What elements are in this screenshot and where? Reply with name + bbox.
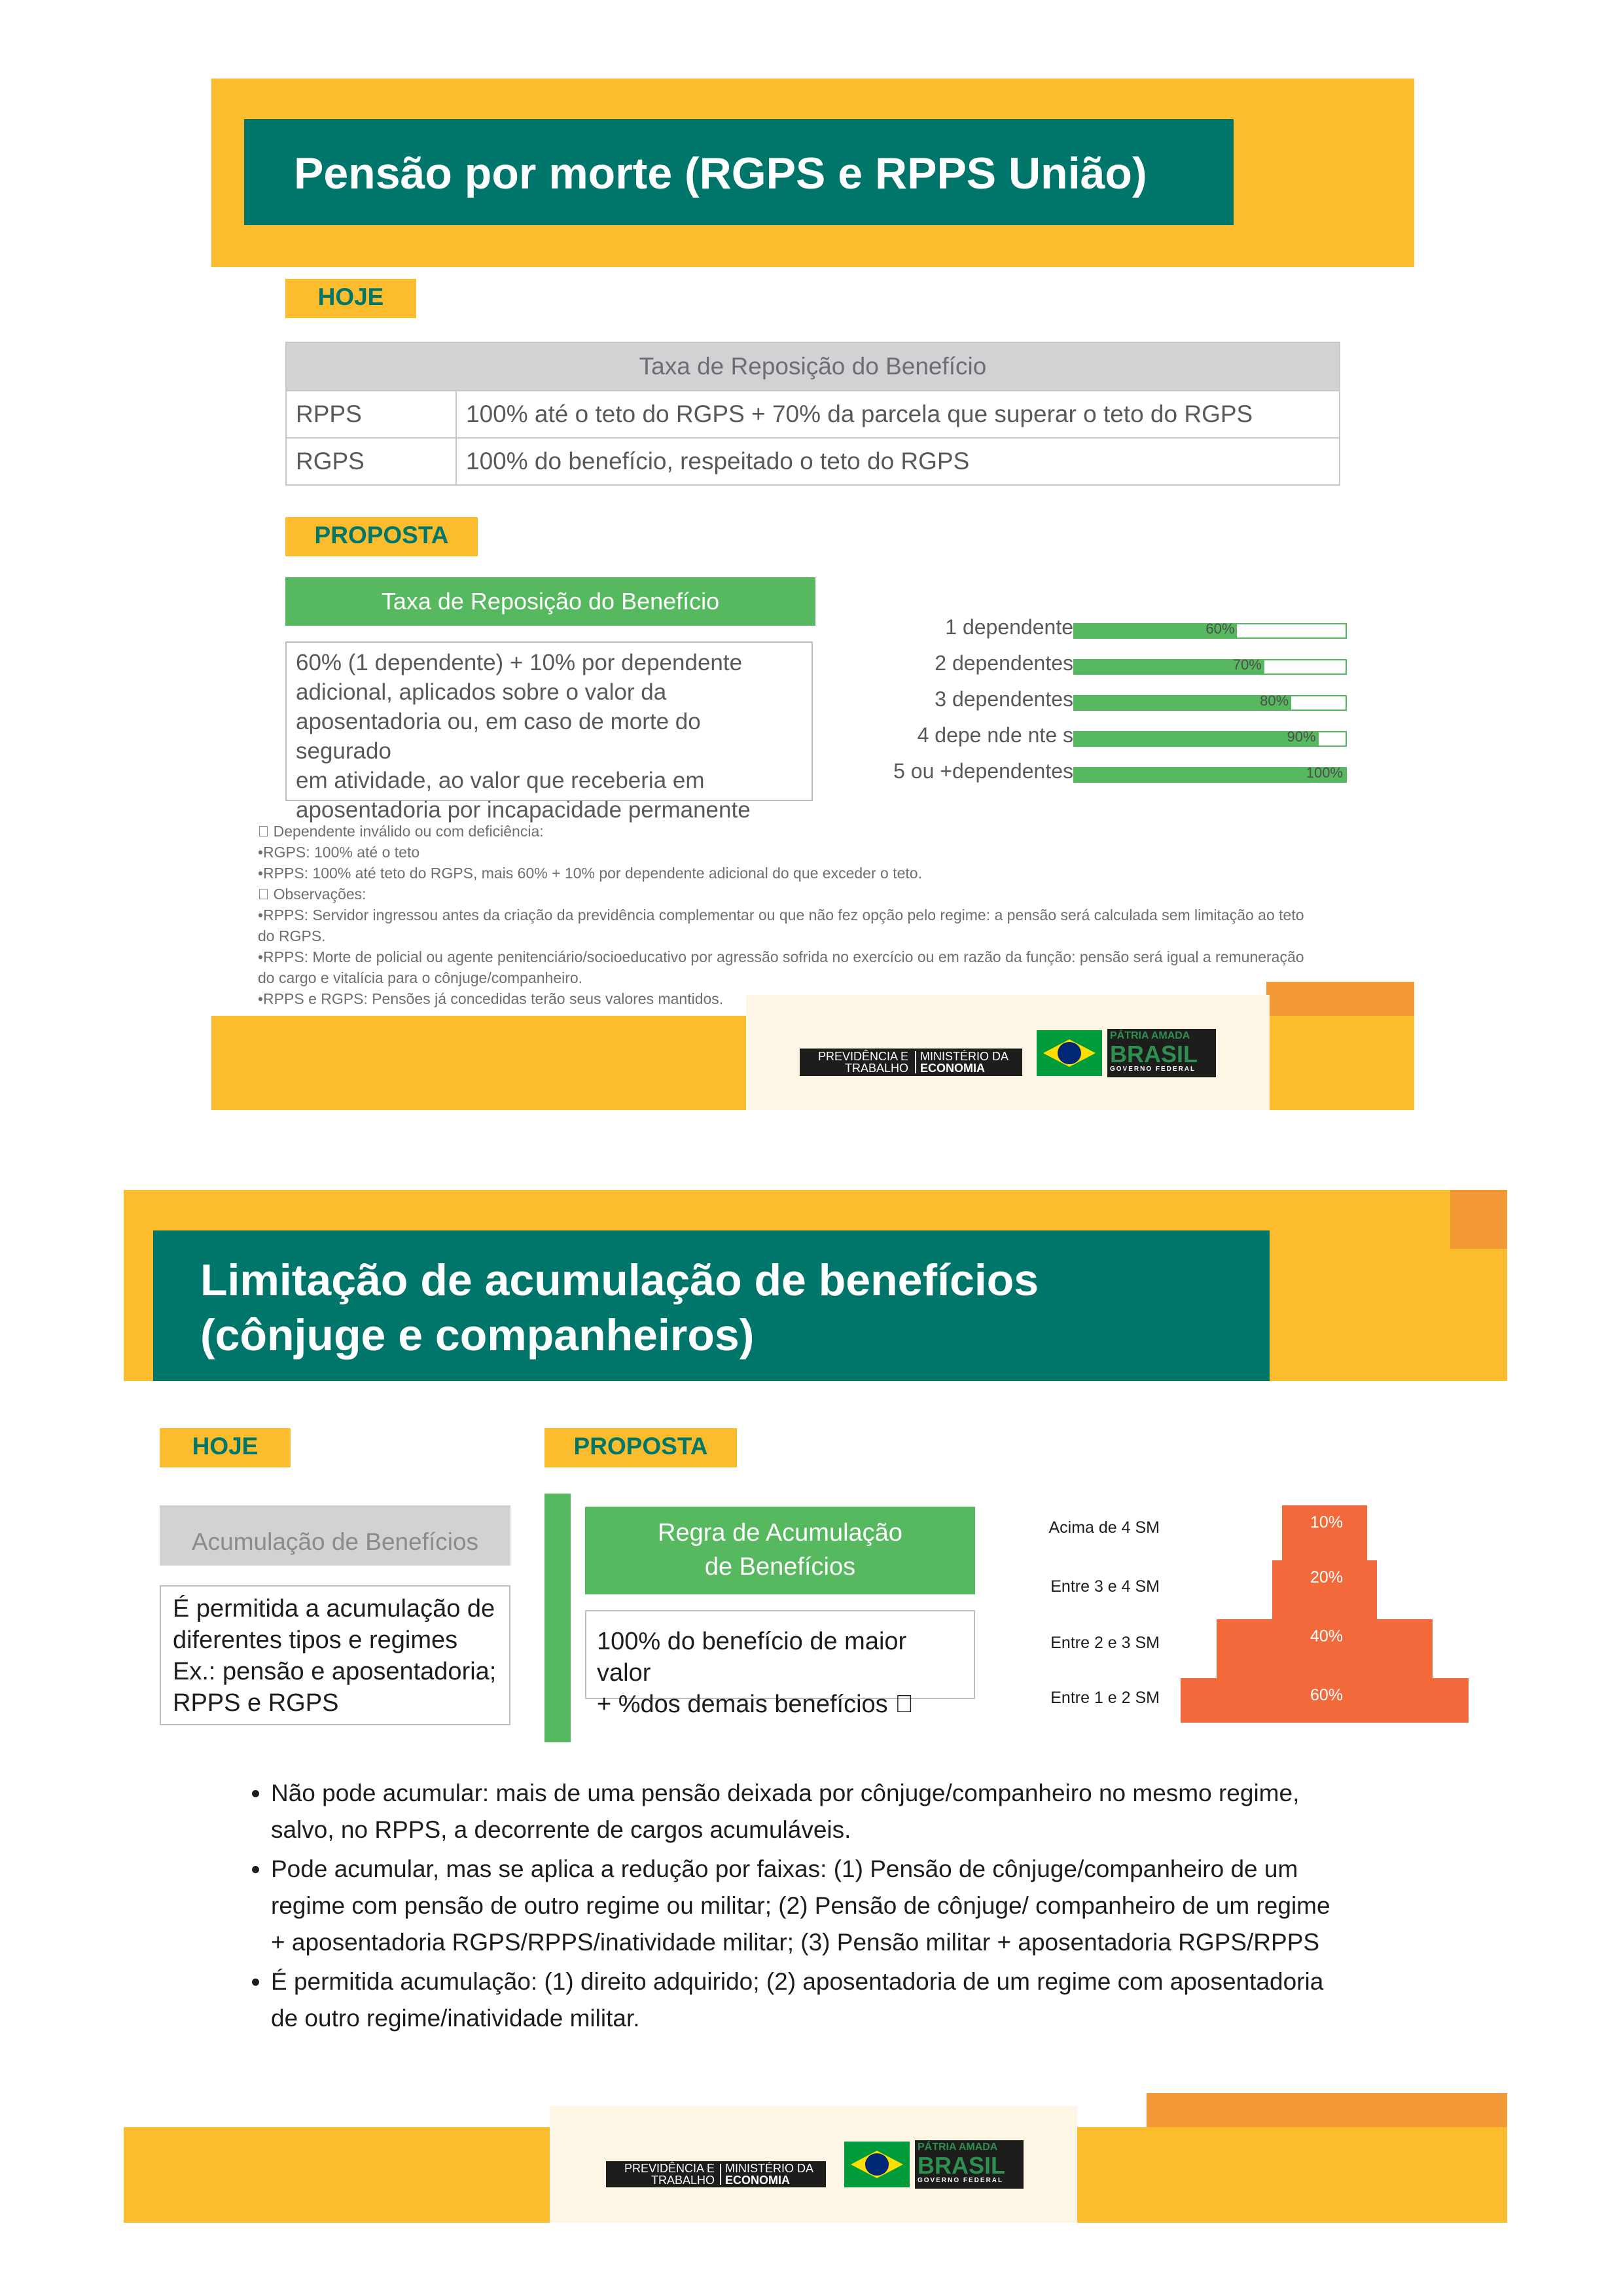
slide1-hoje-table [285,342,1340,486]
bar [1075,728,1319,745]
bar-value-label: 60% [1205,620,1235,637]
regra-header [585,1507,975,1594]
note-line: •RPPS e RGPS: Pensões já concedidas terão seus valores mantidos. [258,990,724,1007]
bar-row [851,615,1348,648]
slide2-title-bar [153,1230,1270,1381]
patria-amada-brasil-logo: PÁTRIA AMADA BRASIL GOVERNO FEDERAL [1107,1029,1216,1077]
regra-header-line: Regra de Acumulação [658,1519,902,1547]
proposta-line: aposentadoria ou, em caso de morte do segurado [296,709,701,764]
patria-amada-brasil-logo: PÁTRIA AMADA BRASIL GOVERNO FEDERAL [915,2140,1024,2189]
logo-text-right: MINISTÉRIO DA ECONOMIA [725,2162,814,2187]
table-row [286,438,1340,485]
note-line: Dependente inválido ou com deficiência: [258,823,528,840]
proposta-line: em atividade, ao valor que receberia em [296,768,705,793]
proposta-line: aposentadoria por incapacidade permanente [296,797,751,823]
hoje-line: diferentes tipos e regimes [173,1626,458,1654]
slide2-title-line1: Limitação de acumulação de benefícios [200,1255,1039,1305]
bar-value-label: 90% [1287,728,1316,745]
bar-label: 2 dependentes [935,651,1073,675]
brasil-flag-icon [844,2142,910,2187]
slide2-hoje-tag: HOJE [160,1428,291,1467]
bar-value-label: 70% [1232,656,1262,673]
proposta-line: 60% (1 dependente) + 10% por dependente [296,650,743,675]
hoje-box [160,1585,510,1725]
slide1-title-bar [244,119,1234,225]
slide1-bottom-orange [1266,982,1414,1016]
ministry-logo [800,1049,1022,1076]
note-line: •RPPS: 100% até teto do RGPS, mais 60% + 10% por dependente adicional do que exceder o teto. [258,865,922,882]
regra-header-line: de Benefícios [704,1553,856,1581]
slide1-hoje-tag: HOJE [285,279,416,318]
pyramid-label: Entre 3 e 4 SM [1050,1577,1160,1596]
slide2-title-line2: (cônjuge e companheiros) [200,1310,755,1360]
pyramid-label: Entre 1 e 2 SM [1050,1689,1160,1707]
note-line: do RGPS. [258,927,326,944]
slide1-proposta-tag: PROPOSTA [285,517,478,556]
proposta-line: adicional, aplicados sobre o valor da [296,679,667,705]
bar-track [1073,764,1347,783]
note-line: •RPPS: Morte de policial ou agente penitenciário/socioeducativo por agressão sofrida no exercício ou em razão da função: pensão será igual a remuneração [258,948,1304,965]
table-row-label: RPPS [286,391,456,438]
slide2-proposta-tag: PROPOSTA [544,1428,737,1467]
logo-text-left: PREVIDÊNCIA E TRABALHO [624,2162,715,2187]
bullet-item: • Pode acumular, mas se aplica a redução por faixas: (1) Pensão de cônjuge/companheiro de um regime com pensão de outro regime ou militar; (2) Pensão de cônjuge/ companheiro de um regime + aposentadoria RGPS/RPPS/inatividade militar; (3) Pensão militar + aposentadoria RGPS/RPPS [271,1851,1344,1961]
slide2-top-orange [1450,1190,1507,1249]
slide1-title: Pensão por morte (RGPS e RPPS União) [294,149,1147,198]
bullet-item: • Não pode acumular: mais de uma pensão deixada por cônjuge/companheiro no mesmo regime, salvo, no RPPS, a decorrente de cargos acumuláveis. [271,1775,1344,1848]
hoje-line: É permitida a acumulação de [173,1595,495,1623]
pyramid-value-label: 10% [1310,1513,1344,1532]
pyramid-value-label: 40% [1310,1627,1344,1645]
regra-line: + %dos demais benefícios [597,1691,888,1718]
note-line: Observações: [258,886,351,903]
regra-box [585,1610,975,1718]
bar [1075,764,1346,781]
proposta-box [285,641,813,823]
slide1-notes [258,821,1410,1009]
regra-line: 100% do benefício de maior valor [597,1628,907,1687]
note-line: do cargo e vitalícia para o cônjuge/companheiro. [258,969,583,986]
bar-value-label: 80% [1260,692,1289,709]
brasil-flag-icon [1037,1030,1102,1076]
hoje-line: Ex.: pensão e aposentadoria; [173,1658,497,1685]
bar-track [1073,728,1347,747]
table-row-value: 100% do benefício, respeitado o teto do RGPS [456,438,1340,485]
logo-text-left: PREVIDÊNCIA E TRABALHO [817,1050,908,1075]
proposta-box-header: Taxa de Reposição do Benefício [285,577,815,626]
slide2-bottom-orange [1147,2093,1507,2127]
bar-label: 4 depe nde nte s [917,723,1073,747]
pyramid-value-label: 20% [1310,1568,1344,1587]
note-line: •RGPS: 100% até o teto [258,844,420,861]
slide2-bullets [249,1775,1344,2039]
bullet-item: • É permitida acumulação: (1) direito adquirido; (2) aposentadoria de um regime com aposentadoria de outro regime/inatividade militar. [271,1964,1344,2037]
bar-label: 1 dependente [945,615,1073,639]
pyramid-label: Entre 2 e 3 SM [1050,1634,1160,1652]
table-row-value: 100% até o teto do RGPS + 70% da parcela que superar o teto do RGPS [456,391,1340,438]
bar-label: 5 ou +dependentes [893,759,1073,783]
bar-row [851,687,1348,720]
pyramid-value-label: 60% [1310,1686,1344,1704]
logo-text-right: MINISTÉRIO DA ECONOMIA [920,1050,1009,1075]
ministry-logo [606,2161,826,2187]
note-line: •RPPS: Servidor ingressou antes da criação da previdência complementar ou que não fez opção pelo regime: a pensão será calculada sem limitação ao teto [258,906,1304,924]
bar [1075,656,1264,673]
green-vertical-divider [544,1494,571,1742]
table-header: Taxa de Reposição do Benefício [286,342,1340,391]
bar-track [1073,620,1347,639]
bar-row [851,759,1348,792]
pyramid-label: Acima de 4 SM [1048,1518,1160,1537]
bar [1075,692,1291,709]
bar-row [851,723,1348,756]
bar-row [851,651,1348,684]
bar-track [1073,656,1347,675]
bar-value-label: 100% [1306,764,1343,781]
hoje-line: RPPS e RGPS [173,1689,339,1717]
bar-track [1073,692,1347,711]
table-row [286,391,1340,438]
bar-label: 3 dependentes [935,687,1073,711]
hoje-header: Acumulação de Benefícios [160,1505,510,1566]
bar [1075,620,1237,637]
table-row-label: RGPS [286,438,456,485]
